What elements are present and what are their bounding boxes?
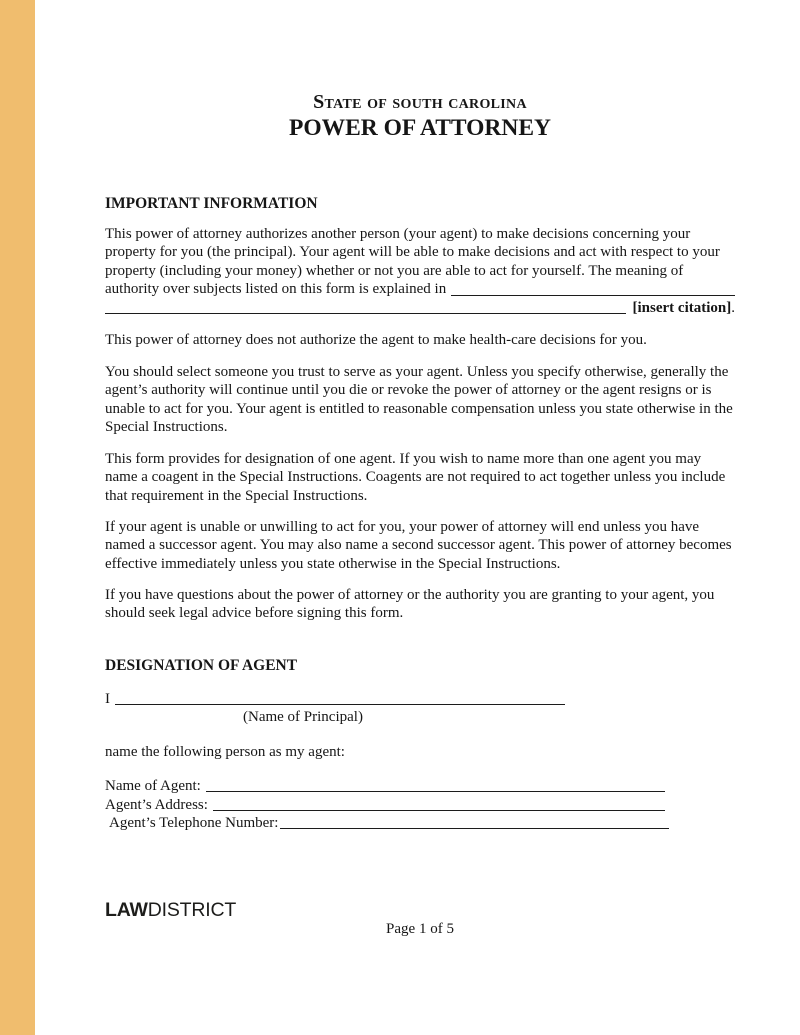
insert-citation-label: [insert citation] (632, 299, 732, 316)
agent-address-label: Agent’s Address: (105, 796, 208, 813)
agent-fields (105, 777, 735, 832)
agent-name-row (105, 777, 665, 795)
page-number: Page 1 of 5 (386, 921, 454, 937)
logo-district-text: DISTRICT (147, 899, 237, 921)
state-title: State of south carolina (313, 91, 527, 113)
principal-caption: (Name of Principal) (243, 709, 363, 725)
accent-stripe (0, 0, 35, 1035)
agent-phone-line (280, 827, 669, 829)
agent-name-label: Name of Agent: (105, 778, 201, 795)
citation-blank-line-2 (105, 312, 626, 314)
paragraph-agent-selection: You should select someone you trust to serve as your agent. Unless you specify otherwise, generally the agent’s authority will continue until you die or revoke the power of attorney or the agent resigns or is unable to act for you. Your agent is entitled to reasonable compensation unless you state otherwise in the Special Instructions. (105, 364, 733, 436)
paragraph-line: property for you (the principal). Your agent will be able to make decisions and act with respect to your (105, 244, 720, 261)
principal-name-line (115, 703, 565, 705)
agent-intro-text: name the following person as my agent: (105, 744, 345, 760)
lawdistrict-logo (105, 899, 735, 921)
paragraph-coagent: This form provides for designation of one agent. If you wish to name more than one agent you may name a coagent in the Special Instructions. Coagents are not required to act together unless you include that requirement in the Special Instructions. (105, 451, 726, 504)
principal-prefix: I (105, 691, 110, 708)
logo-law-text: LAW (105, 899, 148, 921)
paragraph-line: This power of attorney authorizes another person (your agent) to make decisions concerning your (105, 226, 691, 242)
designation-of-agent-heading: DESIGNATION OF AGENT (105, 657, 298, 674)
agent-phone-row (105, 814, 669, 832)
citation-period: . (731, 299, 735, 316)
citation-blank-line-1 (451, 294, 735, 296)
agent-address-line (213, 809, 665, 811)
principal-name-row (105, 690, 565, 708)
agent-address-row (105, 795, 665, 813)
document-header (105, 90, 735, 142)
agent-name-line (206, 790, 665, 792)
citation-line-1 (105, 280, 735, 298)
agent-phone-label: Agent’s Telephone Number: (109, 815, 279, 832)
paragraph-successor: If your agent is unable or unwilling to act for you, your power of attorney will end unless you have named a successor agent. You may also name a second successor agent. This power of attorney becomes effective immediately unless you state otherwise in the Special Instructions. (105, 519, 732, 572)
paragraph-healthcare: This power of attorney does not authorize the agent to make health-care decisions for you. (105, 332, 647, 348)
paragraph-legal-advice: If you have questions about the power of attorney or the authority you are granting to your agent, you should seek legal advice before signing this form. (105, 587, 715, 622)
important-information-heading: IMPORTANT INFORMATION (105, 195, 318, 212)
citation-line-2 (105, 299, 735, 317)
paragraph-line: authority over subjects listed on this form is explained in (105, 281, 447, 298)
paragraph-authorization (105, 225, 735, 317)
paragraph-line: property (including your money) whether or not you are able to act for yourself. The meaning of (105, 262, 684, 279)
document-title: POWER OF ATTORNEY (288, 115, 551, 141)
